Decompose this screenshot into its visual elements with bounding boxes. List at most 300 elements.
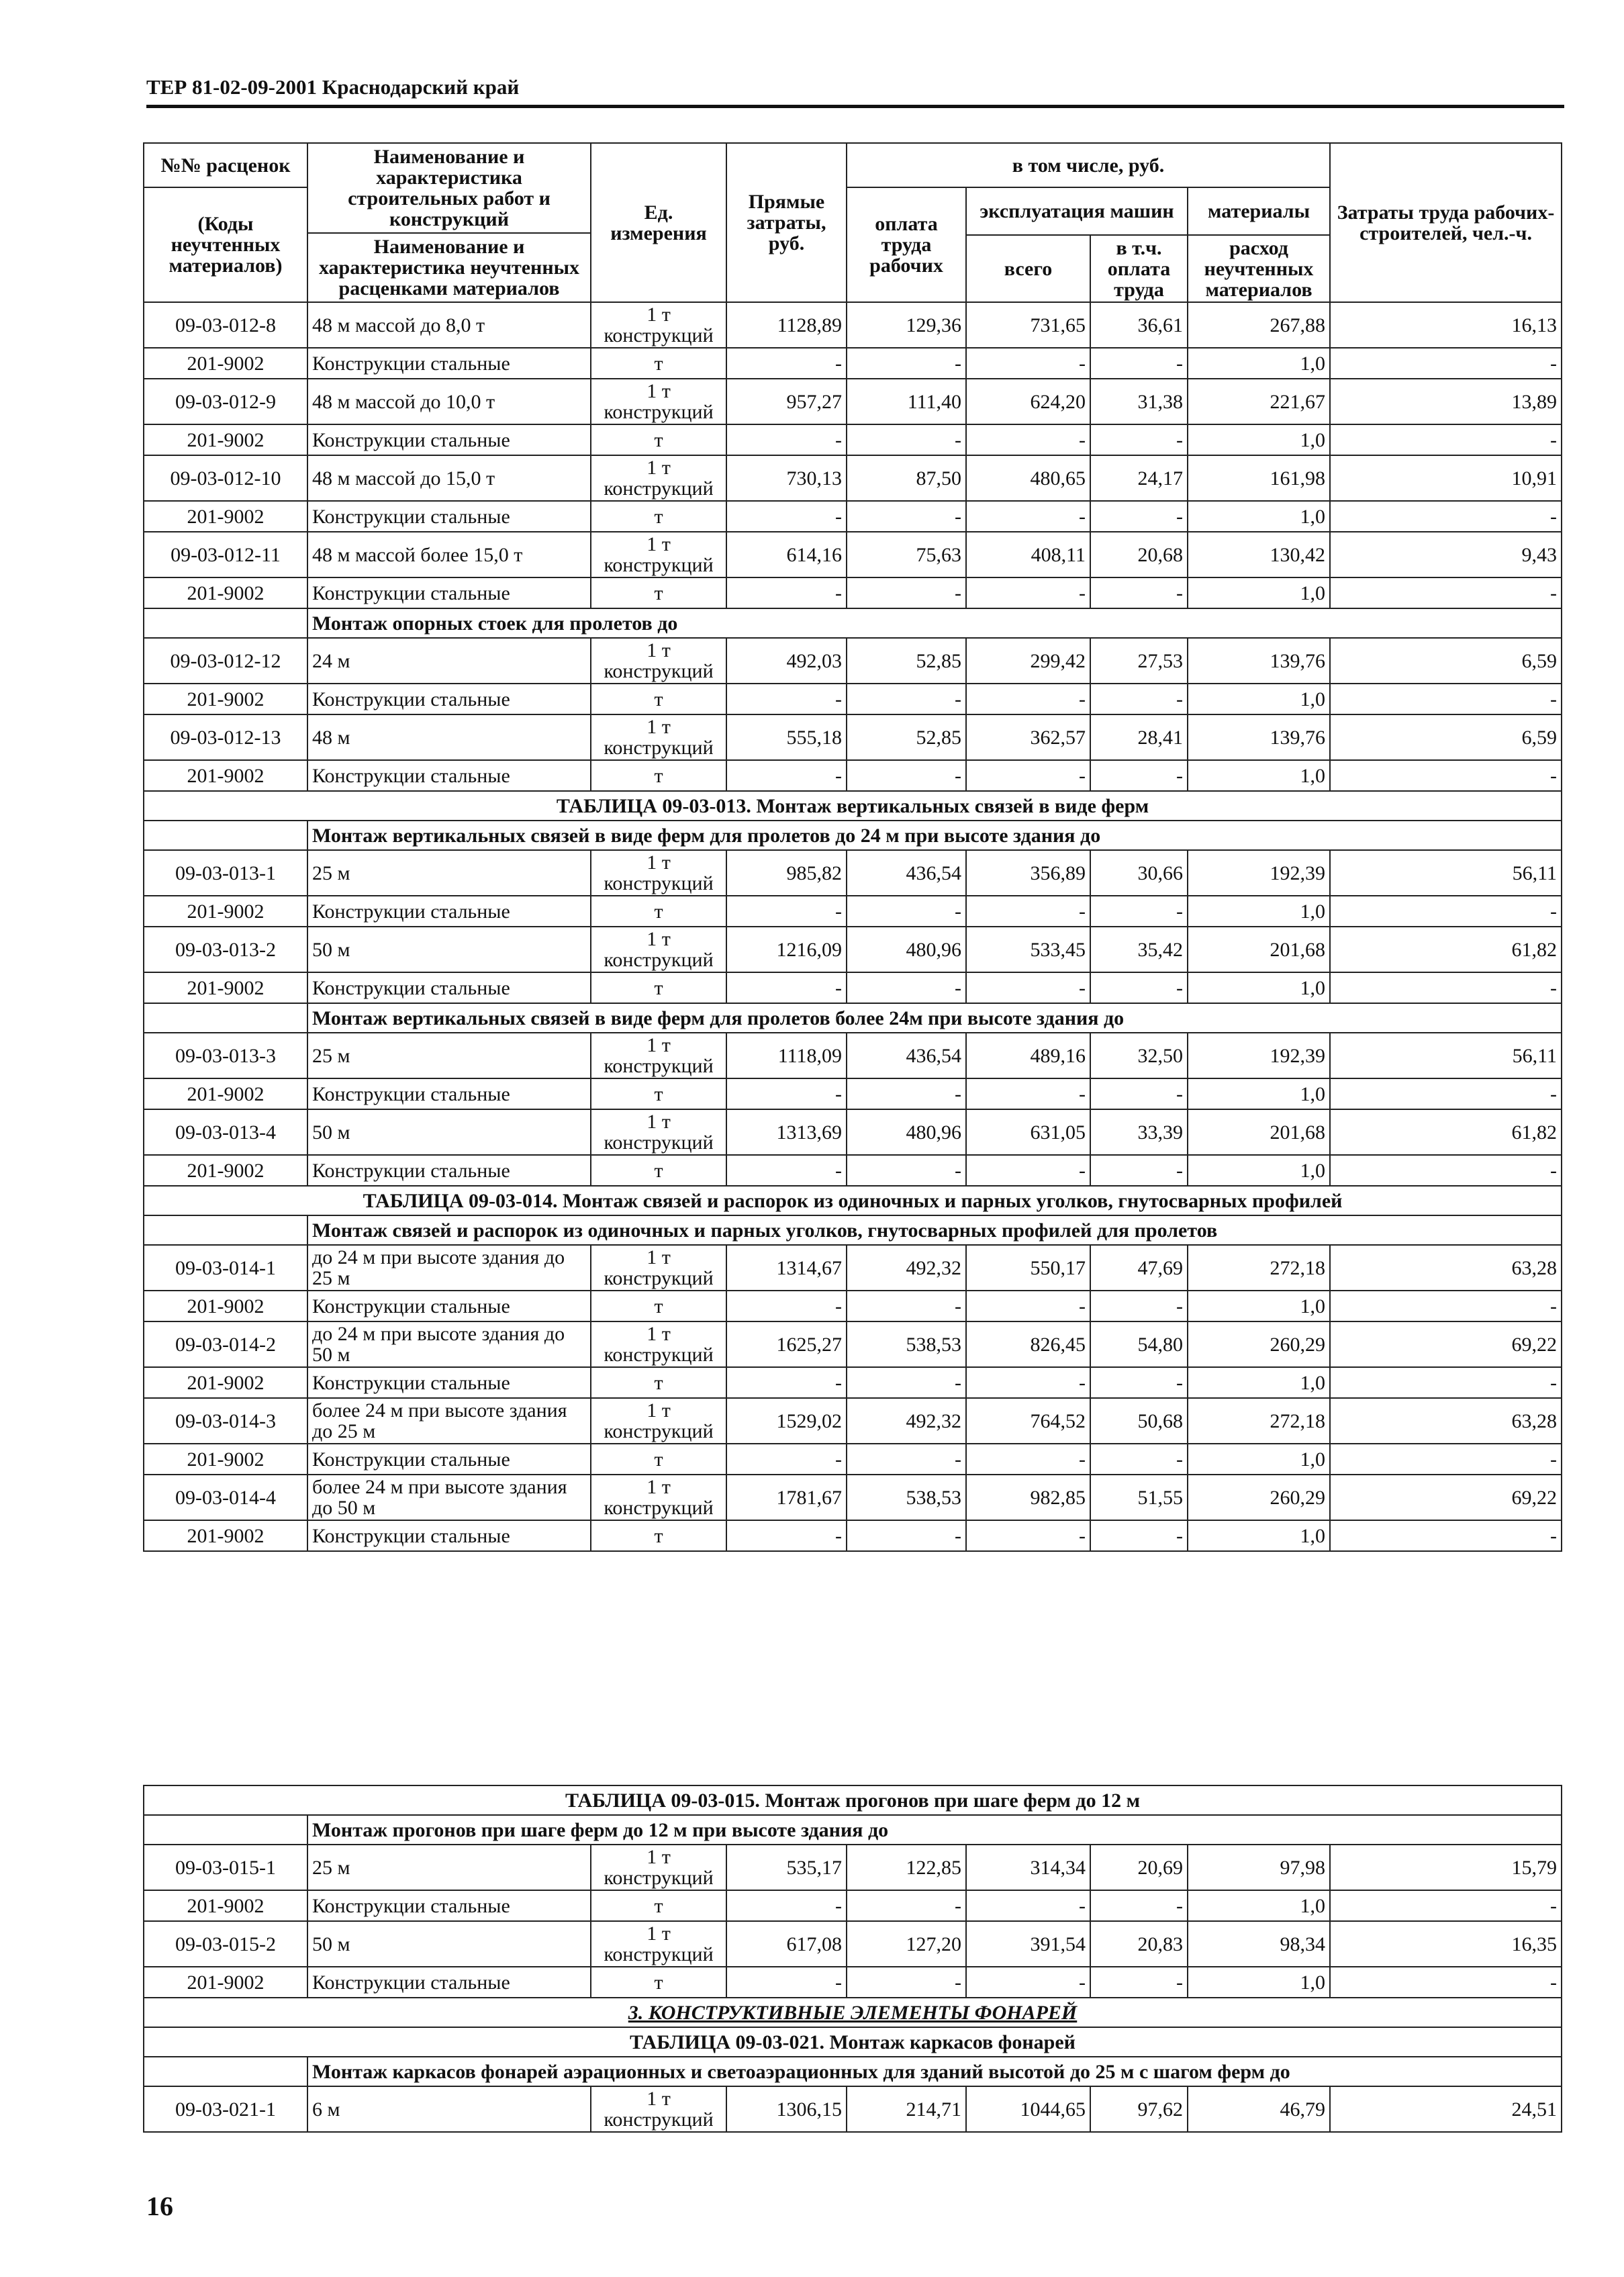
material-name: Конструкции стальные [307,972,591,1003]
material-code: 201-9002 [144,1890,307,1921]
material-labor: - [1330,684,1562,714]
material-machines-wages: - [1090,1890,1188,1921]
rates-table-body [144,143,1562,1551]
rate-name: до 24 м при высоте здания до 25 м [307,1245,591,1291]
material-labor: - [1330,896,1562,927]
labor-hours: 16,13 [1330,302,1562,348]
material-machines: - [966,1967,1090,1998]
material-machines-wages: - [1090,1367,1188,1398]
col-code-bottom: (Коды неучтенных материалов) [144,187,307,302]
material-machines: - [966,1291,1090,1321]
subsection-code-blank [144,608,307,638]
materials-cost: 98,34 [1188,1921,1330,1967]
subsection-title: Монтаж связей и распорок из одиночных и парных уголков, гнутосварных профилей для пролетов [307,1215,1562,1245]
material-direct: - [726,896,847,927]
material-unit: т [591,577,726,608]
material-name: Конструкции стальные [307,896,591,927]
direct-cost: 555,18 [726,714,847,760]
direct-cost: 617,08 [726,1921,847,1967]
material-row [144,348,1562,379]
wages-cost: 52,85 [847,638,966,684]
direct-cost: 1781,67 [726,1475,847,1520]
rate-row [144,1921,1562,1967]
material-unit: т [591,1890,726,1921]
rate-code: 09-03-013-4 [144,1109,307,1155]
material-code: 201-9002 [144,1967,307,1998]
material-labor: - [1330,1291,1562,1321]
material-unit: т [591,348,726,379]
rate-unit: 1 т конструкций [591,1845,726,1890]
table-title-row [144,1785,1562,1815]
rate-name: 48 м массой более 15,0 т [307,532,591,577]
machines-wages: 20,68 [1090,532,1188,577]
materials-cost: 260,29 [1188,1321,1330,1367]
material-machines-wages: - [1090,501,1188,532]
wages-cost: 480,96 [847,1109,966,1155]
material-labor: - [1330,1444,1562,1475]
material-machines-wages: - [1090,972,1188,1003]
material-name: Конструкции стальные [307,1291,591,1321]
machines-total: 314,34 [966,1845,1090,1890]
direct-cost: 1118,09 [726,1033,847,1078]
direct-cost: 1313,69 [726,1109,847,1155]
material-machines-wages: - [1090,896,1188,927]
machines-total: 982,85 [966,1475,1090,1520]
rate-unit: 1 т конструкций [591,1321,726,1367]
material-row [144,1078,1562,1109]
material-machines: - [966,1520,1090,1551]
material-machines-wages: - [1090,684,1188,714]
col-name-bottom: Наименование и характеристика неучтенных расценками материалов [318,236,580,299]
material-consumption: 1,0 [1188,1967,1330,1998]
rate-row [144,1109,1562,1155]
material-machines-wages: - [1090,760,1188,791]
material-labor: - [1330,1890,1562,1921]
rate-row [144,1033,1562,1078]
rate-row [144,2086,1562,2132]
machines-wages: 33,39 [1090,1109,1188,1155]
material-machines: - [966,1078,1090,1109]
col-labor: Затраты труда рабочих-строителей, чел.-ч. [1330,143,1562,302]
machines-total: 1044,65 [966,2086,1090,2132]
material-labor: - [1330,1967,1562,1998]
subsection-title: Монтаж каркасов фонарей аэрационных и светоаэрационных для зданий высотой до 25 м с шагом ферм до [307,2057,1562,2086]
direct-cost: 985,82 [726,850,847,896]
material-row [144,760,1562,791]
material-unit: т [591,424,726,455]
rate-row [144,714,1562,760]
machines-wages: 20,69 [1090,1845,1188,1890]
table-title-row [144,2027,1562,2057]
rate-name: 25 м [307,1845,591,1890]
labor-hours: 6,59 [1330,714,1562,760]
rate-code: 09-03-012-11 [144,532,307,577]
wages-cost: 87,50 [847,455,966,501]
col-direct: Прямые затраты, руб. [726,143,847,302]
col-incl: в том числе, руб. [847,143,1330,187]
material-machines-wages: - [1090,577,1188,608]
page-number: 16 [146,2191,173,2221]
material-machines-wages: - [1090,1291,1188,1321]
material-direct: - [726,1890,847,1921]
labor-hours: 61,82 [1330,927,1562,972]
material-consumption: 1,0 [1188,577,1330,608]
machines-wages: 27,53 [1090,638,1188,684]
material-code: 201-9002 [144,760,307,791]
header-rule [146,105,1564,108]
rate-code: 09-03-014-1 [144,1245,307,1291]
material-wages: - [847,684,966,714]
rate-name: 6 м [307,2086,591,2132]
rate-name: 50 м [307,1921,591,1967]
material-unit: т [591,760,726,791]
rate-row [144,532,1562,577]
wages-cost: 75,63 [847,532,966,577]
machines-total: 489,16 [966,1033,1090,1078]
material-wages: - [847,1078,966,1109]
material-code: 201-9002 [144,972,307,1003]
machines-total: 731,65 [966,302,1090,348]
material-wages: - [847,577,966,608]
rate-code: 09-03-014-2 [144,1321,307,1367]
labor-hours: 9,43 [1330,532,1562,577]
material-consumption: 1,0 [1188,348,1330,379]
col-mach-wages: в т.ч. оплата труда [1090,235,1188,302]
wages-cost: 129,36 [847,302,966,348]
material-code: 201-9002 [144,424,307,455]
direct-cost: 492,03 [726,638,847,684]
material-machines: - [966,1367,1090,1398]
subsection-code-blank [144,2057,307,2086]
materials-cost: 130,42 [1188,532,1330,577]
material-machines: - [966,972,1090,1003]
rate-code: 09-03-012-9 [144,379,307,424]
material-direct: - [726,1520,847,1551]
material-machines: - [966,1155,1090,1186]
materials-cost: 139,76 [1188,714,1330,760]
machines-total: 624,20 [966,379,1090,424]
rates-table-continued-body [144,1785,1562,2132]
material-row [144,1890,1562,1921]
material-wages: - [847,424,966,455]
rate-code: 09-03-013-2 [144,927,307,972]
labor-hours: 10,91 [1330,455,1562,501]
material-consumption: 1,0 [1188,1520,1330,1551]
material-labor: - [1330,1520,1562,1551]
machines-total: 356,89 [966,850,1090,896]
rate-row [144,1475,1562,1520]
table-title: ТАБЛИЦА 09-03-013. Монтаж вертикальных связей в виде ферм [144,791,1562,821]
material-machines-wages: - [1090,424,1188,455]
wages-cost: 538,53 [847,1475,966,1520]
table-title-row [144,791,1562,821]
material-machines: - [966,348,1090,379]
material-direct: - [726,424,847,455]
material-consumption: 1,0 [1188,1444,1330,1475]
subsection-row [144,1215,1562,1245]
material-row [144,1967,1562,1998]
labor-hours: 56,11 [1330,1033,1562,1078]
materials-cost: 192,39 [1188,1033,1330,1078]
direct-cost: 1314,67 [726,1245,847,1291]
material-code: 201-9002 [144,348,307,379]
section-title: 3. КОНСТРУКТИВНЫЕ ЭЛЕМЕНТЫ ФОНАРЕЙ [144,1998,1562,2027]
wages-cost: 127,20 [847,1921,966,1967]
material-direct: - [726,1155,847,1186]
wages-cost: 214,71 [847,2086,966,2132]
machines-total: 408,11 [966,532,1090,577]
labor-hours: 61,82 [1330,1109,1562,1155]
material-direct: - [726,1078,847,1109]
wages-cost: 122,85 [847,1845,966,1890]
rate-code: 09-03-014-4 [144,1475,307,1520]
labor-hours: 69,22 [1330,1321,1562,1367]
material-wages: - [847,501,966,532]
materials-cost: 272,18 [1188,1398,1330,1444]
material-consumption: 1,0 [1188,424,1330,455]
direct-cost: 957,27 [726,379,847,424]
material-consumption: 1,0 [1188,760,1330,791]
labor-hours: 15,79 [1330,1845,1562,1890]
material-row [144,501,1562,532]
wages-cost: 52,85 [847,714,966,760]
labor-hours: 63,28 [1330,1398,1562,1444]
rate-unit: 1 т конструкций [591,455,726,501]
material-direct: - [726,760,847,791]
rate-unit: 1 т конструкций [591,1921,726,1967]
rate-unit: 1 т конструкций [591,927,726,972]
material-code: 201-9002 [144,896,307,927]
col-mach-total: всего [966,235,1090,302]
material-consumption: 1,0 [1188,501,1330,532]
machines-total: 480,65 [966,455,1090,501]
machines-wages: 28,41 [1090,714,1188,760]
rate-row [144,927,1562,972]
material-machines: - [966,896,1090,927]
material-unit: т [591,1291,726,1321]
wages-cost: 492,32 [847,1398,966,1444]
machines-wages: 24,17 [1090,455,1188,501]
material-name: Конструкции стальные [307,501,591,532]
rate-unit: 1 т конструкций [591,532,726,577]
rate-name: 48 м массой до 8,0 т [307,302,591,348]
labor-hours: 6,59 [1330,638,1562,684]
col-name-top: Наименование и характеристика строительных работ и конструкций [308,144,590,234]
rate-unit: 1 т конструкций [591,302,726,348]
materials-cost: 161,98 [1188,455,1330,501]
material-unit: т [591,1444,726,1475]
material-direct: - [726,972,847,1003]
material-wages: - [847,1367,966,1398]
rate-unit: 1 т конструкций [591,1398,726,1444]
material-machines-wages: - [1090,1155,1188,1186]
material-row [144,1367,1562,1398]
machines-wages: 97,62 [1090,2086,1188,2132]
rate-code: 09-03-013-3 [144,1033,307,1078]
material-machines-wages: - [1090,348,1188,379]
material-code: 201-9002 [144,1520,307,1551]
material-labor: - [1330,501,1562,532]
rate-unit: 1 т конструкций [591,1475,726,1520]
col-mat-consumption: расход неучтенных материалов [1188,235,1330,302]
material-machines: - [966,424,1090,455]
material-wages: - [847,1291,966,1321]
rate-code: 09-03-015-1 [144,1845,307,1890]
rate-row [144,1321,1562,1367]
material-row [144,684,1562,714]
header-row-1 [144,143,1562,187]
rate-name: 25 м [307,1033,591,1078]
material-row [144,896,1562,927]
direct-cost: 730,13 [726,455,847,501]
section-title-row [144,1998,1562,2027]
subsection-title: Монтаж вертикальных связей в виде ферм для пролетов до 24 м при высоте здания до [307,821,1562,850]
rate-name: 24 м [307,638,591,684]
machines-total: 631,05 [966,1109,1090,1155]
rate-name: 48 м массой до 10,0 т [307,379,591,424]
material-labor: - [1330,1367,1562,1398]
materials-cost: 46,79 [1188,2086,1330,2132]
rate-row [144,302,1562,348]
material-unit: т [591,1078,726,1109]
rate-code: 09-03-012-13 [144,714,307,760]
rate-unit: 1 т конструкций [591,1245,726,1291]
material-wages: - [847,1890,966,1921]
material-unit: т [591,684,726,714]
col-machines: эксплуатация машин [966,187,1188,235]
wages-cost: 111,40 [847,379,966,424]
wages-cost: 436,54 [847,1033,966,1078]
machines-wages: 51,55 [1090,1475,1188,1520]
machines-total: 550,17 [966,1245,1090,1291]
machines-wages: 47,69 [1090,1245,1188,1291]
material-machines-wages: - [1090,1967,1188,1998]
labor-hours: 63,28 [1330,1245,1562,1291]
material-name: Конструкции стальные [307,1444,591,1475]
material-labor: - [1330,577,1562,608]
material-row [144,424,1562,455]
wages-cost: 480,96 [847,927,966,972]
material-code: 201-9002 [144,1078,307,1109]
material-direct: - [726,501,847,532]
material-code: 201-9002 [144,501,307,532]
rates-table [143,142,1562,1552]
machines-total: 362,57 [966,714,1090,760]
material-consumption: 1,0 [1188,684,1330,714]
material-name: Конструкции стальные [307,684,591,714]
material-machines-wages: - [1090,1444,1188,1475]
subsection-title: Монтаж прогонов при шаге ферм до 12 м при высоте здания до [307,1815,1562,1845]
subsection-row [144,1815,1562,1845]
material-unit: т [591,972,726,1003]
direct-cost: 1128,89 [726,302,847,348]
col-name-header [307,143,591,302]
material-name: Конструкции стальные [307,1890,591,1921]
labor-hours: 24,51 [1330,2086,1562,2132]
rate-name: более 24 м при высоте здания до 25 м [307,1398,591,1444]
direct-cost: 614,16 [726,532,847,577]
material-name: Конструкции стальные [307,1520,591,1551]
material-unit: т [591,1520,726,1551]
running-header: ТЕР 81-02-09-2001 Краснодарский край [146,75,520,99]
col-unit: Ед. измерения [591,143,726,302]
material-name: Конструкции стальные [307,424,591,455]
rate-code: 09-03-013-1 [144,850,307,896]
material-row [144,1291,1562,1321]
material-row [144,1444,1562,1475]
material-labor: - [1330,972,1562,1003]
materials-cost: 201,68 [1188,927,1330,972]
rate-unit: 1 т конструкций [591,714,726,760]
subsection-row [144,821,1562,850]
material-code: 201-9002 [144,577,307,608]
material-code: 201-9002 [144,1367,307,1398]
rate-code: 09-03-014-3 [144,1398,307,1444]
rate-name: 50 м [307,1109,591,1155]
material-consumption: 1,0 [1188,896,1330,927]
rate-code: 09-03-021-1 [144,2086,307,2132]
table-title: ТАБЛИЦА 09-03-015. Монтаж прогонов при шаге ферм до 12 м [144,1785,1562,1815]
machines-wages: 50,68 [1090,1398,1188,1444]
material-machines: - [966,684,1090,714]
material-labor: - [1330,1155,1562,1186]
material-name: Конструкции стальные [307,1367,591,1398]
material-name: Конструкции стальные [307,1967,591,1998]
material-name: Конструкции стальные [307,577,591,608]
machines-wages: 54,80 [1090,1321,1188,1367]
material-wages: - [847,1520,966,1551]
machines-wages: 30,66 [1090,850,1188,896]
materials-cost: 260,29 [1188,1475,1330,1520]
rate-row [144,850,1562,896]
material-machines: - [966,760,1090,791]
material-direct: - [726,348,847,379]
material-machines-wages: - [1090,1078,1188,1109]
material-machines: - [966,1444,1090,1475]
material-wages: - [847,896,966,927]
material-machines: - [966,577,1090,608]
table-title-row [144,1186,1562,1215]
material-consumption: 1,0 [1188,1155,1330,1186]
material-unit: т [591,1967,726,1998]
material-name: Конструкции стальные [307,760,591,791]
machines-total: 533,45 [966,927,1090,972]
material-unit: т [591,1155,726,1186]
machines-total: 391,54 [966,1921,1090,1967]
subsection-row [144,1003,1562,1033]
materials-cost: 97,98 [1188,1845,1330,1890]
material-consumption: 1,0 [1188,1291,1330,1321]
rate-unit: 1 т конструкций [591,638,726,684]
labor-hours: 13,89 [1330,379,1562,424]
labor-hours: 56,11 [1330,850,1562,896]
direct-cost: 1529,02 [726,1398,847,1444]
material-name: Конструкции стальные [307,348,591,379]
material-code: 201-9002 [144,1155,307,1186]
material-consumption: 1,0 [1188,1078,1330,1109]
material-consumption: 1,0 [1188,1890,1330,1921]
direct-cost: 535,17 [726,1845,847,1890]
labor-hours: 16,35 [1330,1921,1562,1967]
material-machines: - [966,501,1090,532]
rate-unit: 1 т конструкций [591,379,726,424]
machines-wages: 36,61 [1090,302,1188,348]
rate-row [144,1845,1562,1890]
material-row [144,577,1562,608]
material-direct: - [726,1444,847,1475]
material-code: 201-9002 [144,1291,307,1321]
machines-total: 764,52 [966,1398,1090,1444]
